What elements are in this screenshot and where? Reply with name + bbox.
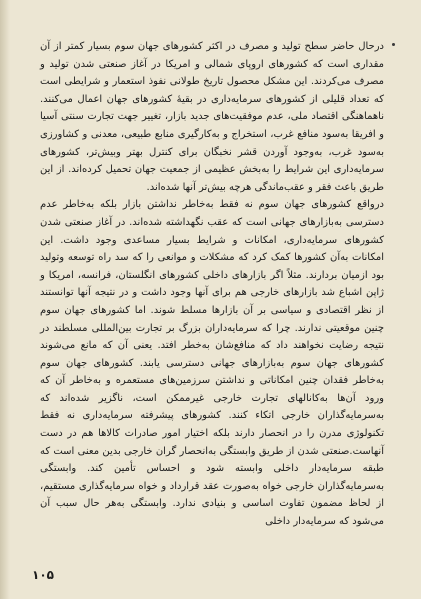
body-text [40, 38, 384, 531]
paragraph-1: درحال حاضر سطح تولید و مصرف در اکثر کشورهای جهان سوم بسیار کمتر از آن مقداری است که کشورهای اروپای شمالی و امریکا در آغاز صنعتی شدن تولید و مصرف می‌کردند. این مشکل محصول تاریخ طولانی نفوذ استعمار و شرایطی است که تعداد قلیلی از کشورهای سرمایه‌داری در بقیهٔ کشورهای جهان اعمال می‌کنند. ناهماهنگی اقتصاد ملی، عدم موفقیت‌های جدید بازار، تغییر جهت تجارت سنتی آسیا و افریقا به‌سود منافع غرب، استخراج و به‌کارگیری منابع طبیعی، معدنی و کشاورزی به‌سود غرب، به‌وجود آوردن قشر نخبگان برای کنترل بهتر وبیش‌تر، کشورهای سرمایه‌داری این شرایط را به‌بخش عظیمی از جمعیت جهان تحمیل کرده‌اند. از این طریق باعث فقر و عقب‌ماندگی هرچه بیش‌تر آنها شده‌اند. [40, 41, 384, 193]
page-spine-shadow [0, 0, 10, 599]
paragraph-2: درواقع کشورهای جهان سوم نه فقط به‌خاطر نداشتن بازار بلکه به‌خاطر عدم دسترسی به‌بازارهای جهانی است که عقب نگهداشته شده‌اند. در آغاز صنعتی شدن کشورهای سرمایه‌داری، امکانات و شرایط بسیار مساعدی وجود داشت. این امکانات به‌آن کشورها کمک کرد که مشکلات و موانعی را که سد راه توسعه وتولید بود ازمیان بردارند. مثلاً اگر بازارهای داخلی کشورهای انگلستان، فرانسه، امریکا و ژاپن اشباع شد بازارهای خارجی هم برای آنها وجود داشت و در نتیجه آنها توانستند از نظر اقتصادی و سیاسی بر آن بازارها مسلط شوند. اما کشورهای جهان سوم چنین موقعیتی ندارند. چرا که سرمایه‌داران بزرگ بر تجارت بین‌المللی مسلطند در نتیجه رضایت نخواهند داد که منافع‌شان به‌خطر افتد. یعنی آن که مانع می‌شوند کشورهای جهان سوم به‌بازارهای جهانی دسترسی یابند. کشورهای جهان سوم به‌خاطر فقدان چنین امکاناتی و نداشتن سرزمین‌های مستعمره و به‌خاطر آن که ورود آن‌ها به‌کانالهای تجارت خارجی غیرممکن است، ناگزیر شده‌اند که به‌سرمایه‌گذاران خارجی اتکاء کنند. کشورهای پیشرفته سرمایه‌داری نه فقط تکنولوژی مدرن را در انحصار دارند بلکه اختیار امور صادرات کالاها هم در دست آنهاست.صنعتی شدن از طریق وابستگی به‌انحصار گران خارجی بدین معنی است که طبقه سرمایه‌دار داخلی وابسته شود و احساس تأمین کند. وابستگی به‌سرمایه‌گذاران خارجی خواه به‌صورت عقد قرارداد و خواه سرمایه‌گذاری مستقیم، از لحاظ مضمون تفاوت اساسی و بنیادی ندارد. وابستگی به‌هر حال سبب آن می‌شود که سرمایه‌دار داخلی [40, 199, 384, 528]
page-number: ۱۰۵ [32, 568, 54, 582]
ink-dot [392, 43, 395, 46]
